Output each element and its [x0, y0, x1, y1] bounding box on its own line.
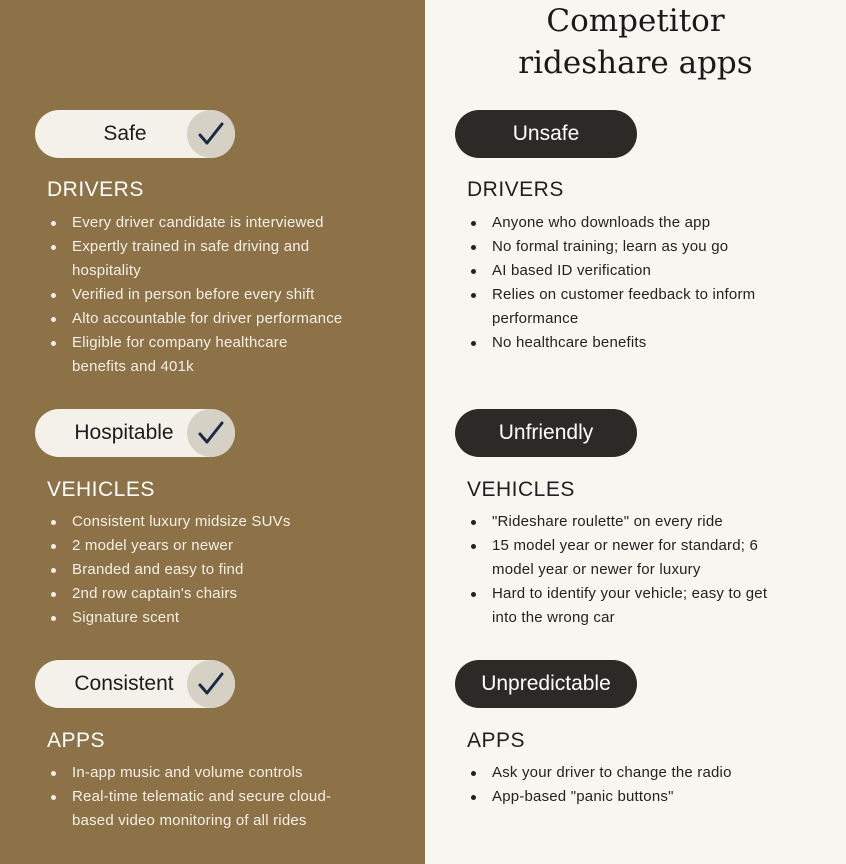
safe-label: Safe [103, 122, 147, 145]
list-item: 15 model year or newer for standard; 6 model year or newer for luxury [467, 534, 782, 582]
list-item: 2 model years or newer [47, 534, 407, 558]
unfriendly-pill [455, 409, 637, 457]
list-item: Alto accountable for driver performance [47, 307, 407, 331]
list-item: Real-time telematic and secure cloud-based video monitoring of all rides [47, 785, 332, 833]
list-item: Hard to identify your vehicle; easy to get into the wrong car [467, 582, 772, 630]
unsafe-label: Unsafe [512, 122, 580, 145]
list-item: AI based ID verification [467, 259, 827, 283]
check-icon [187, 409, 235, 457]
list-item: Anyone who downloads the app [467, 211, 827, 235]
alto-vehicles-list [47, 510, 407, 630]
apps-title: APPS [47, 729, 106, 752]
list-item: In-app music and volume controls [47, 761, 407, 785]
unfriendly-label: Unfriendly [498, 421, 594, 444]
vehicles-title: VEHICLES [47, 478, 155, 501]
list-item: Branded and easy to find [47, 558, 407, 582]
list-item: App-based "panic buttons" [467, 785, 827, 809]
list-item: Eligible for company healthcare benefits and 401k [47, 331, 337, 379]
list-item: "Rideshare roulette" on every ride [467, 510, 807, 534]
alto-drivers-list [47, 211, 407, 379]
drivers-title: DRIVERS [467, 178, 564, 201]
competitor-heading [425, 0, 846, 84]
competitor-apps-list [467, 761, 827, 809]
list-item: 2nd row captain's chairs [47, 582, 407, 606]
list-item: No healthcare benefits [467, 331, 827, 355]
drivers-title: DRIVERS [47, 178, 144, 201]
consistent-label: Consistent [74, 672, 174, 695]
unpredictable-pill [455, 660, 637, 708]
unpredictable-label: Unpredictable [481, 672, 611, 695]
list-item: Expertly trained in safe driving and hospitality [47, 235, 337, 283]
list-item: Ask your driver to change the radio [467, 761, 827, 785]
heading-line-1: Competitor [546, 3, 725, 39]
consistent-pill [35, 660, 235, 708]
heading-line-2: rideshare apps [518, 45, 753, 81]
unsafe-pill [455, 110, 637, 158]
list-item: No formal training; learn as you go [467, 235, 827, 259]
check-icon [187, 660, 235, 708]
list-item: Signature scent [47, 606, 407, 630]
list-item: Relies on customer feedback to inform performance [467, 283, 757, 331]
hospitable-pill [35, 409, 235, 457]
apps-title: APPS [467, 729, 526, 752]
list-item: Consistent luxury midsize SUVs [47, 510, 407, 534]
alto-apps-list [47, 761, 407, 833]
safe-pill [35, 110, 235, 158]
competitor-vehicles-list [467, 510, 807, 630]
competitor-drivers-list [467, 211, 827, 355]
vehicles-title: VEHICLES [467, 478, 575, 501]
hospitable-label: Hospitable [74, 421, 174, 444]
check-icon [187, 110, 235, 158]
list-item: Verified in person before every shift [47, 283, 407, 307]
list-item: Every driver candidate is interviewed [47, 211, 407, 235]
